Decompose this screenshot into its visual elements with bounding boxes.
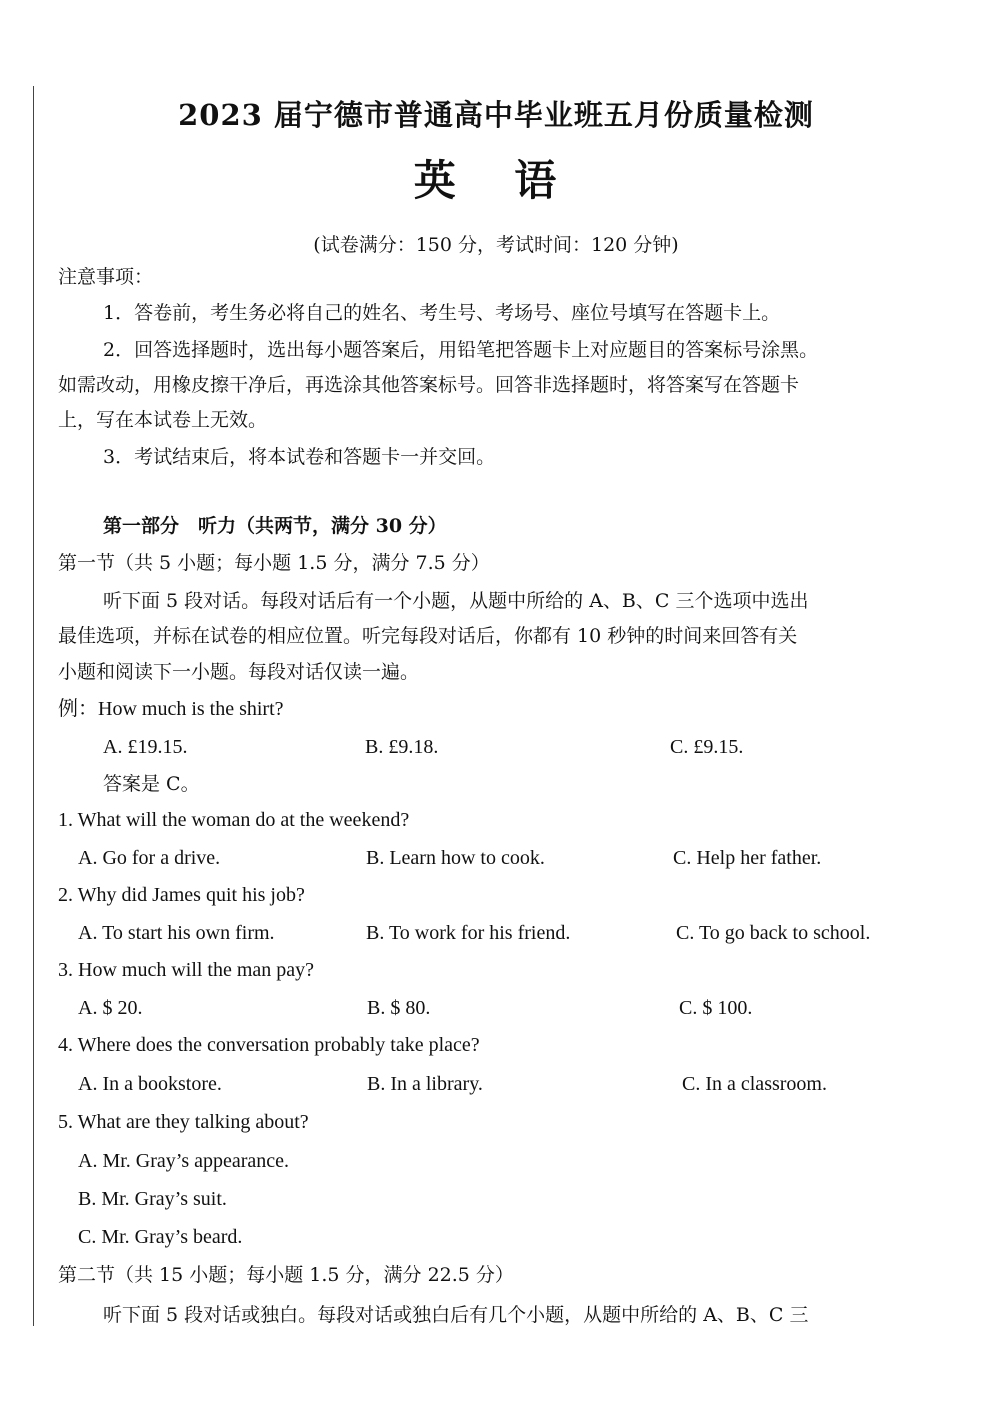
question-3-option-b: B. $ 80. — [367, 997, 431, 1019]
notice-item-2-line-1: 2．回答选择题时，选出每小题答案后，用铅笔把答题卡上对应题目的答案标号涂黑。 — [103, 339, 819, 361]
question-2-option-a: A. To start his own firm. — [78, 922, 275, 944]
notice-item-2-line-3: 上，写在本试卷上无效。 — [58, 409, 268, 431]
question-2: 2. Why did James quit his job? — [58, 884, 305, 906]
section2-heading: 第二节（共 15 小题；每小题 1.5 分，满分 22.5 分） — [58, 1264, 514, 1286]
question-3-option-c: C. $ 100. — [679, 997, 753, 1019]
question-5-option-b: B. Mr. Gray’s suit. — [78, 1188, 227, 1210]
subject-title: 英 语 — [413, 156, 579, 205]
example-question: 例：How much is the shirt? — [58, 698, 284, 720]
question-5-option-a: A. Mr. Gray’s appearance. — [78, 1150, 290, 1172]
notice-item-2-line-2: 如需改动，用橡皮擦干净后，再选涂其他答案标号。回答非选择题时，将答案写在答题卡 — [58, 374, 800, 396]
exam-title: 2023 届宁德市普通高中毕业班五月份质量检测 — [178, 98, 814, 132]
notice-item-3: 3．考试结束后，将本试卷和答题卡一并交回。 — [103, 446, 496, 468]
question-4-option-c: C. In a classroom. — [682, 1073, 827, 1095]
question-3: 3. How much will the man pay? — [58, 959, 315, 981]
section1-instructions-line-3: 小题和阅读下一小题。每段对话仅读一遍。 — [58, 661, 420, 683]
example-option-b: B. £9.18. — [365, 736, 439, 758]
question-1: 1. What will the woman do at the weekend? — [58, 809, 410, 831]
notice-heading: 注意事项： — [58, 266, 154, 288]
question-4-option-a: A. In a bookstore. — [78, 1073, 222, 1095]
question-4: 4. Where does the conversation probably take place? — [58, 1034, 480, 1056]
question-1-option-b: B. Learn how to cook. — [366, 847, 545, 869]
section1-instructions-line-2: 最佳选项，并标在试卷的相应位置。听完每段对话后，你都有 10 秒钟的时间来回答有关 — [58, 625, 798, 647]
question-1-option-c: C. Help her father. — [673, 847, 822, 869]
exam-info: (试卷满分：150 分，考试时间：120 分钟) — [313, 234, 679, 256]
section1-heading: 第一节（共 5 小题；每小题 1.5 分，满分 7.5 分） — [58, 552, 490, 574]
question-2-option-c: C. To go back to school. — [676, 922, 871, 944]
question-3-option-a: A. $ 20. — [78, 997, 143, 1019]
question-4-option-b: B. In a library. — [367, 1073, 483, 1095]
section2-instructions: 听下面 5 段对话或独白。每段对话或独白后有几个小题，从题中所给的 A、B、C 三 — [103, 1304, 809, 1326]
question-1-option-a: A. Go for a drive. — [78, 847, 221, 869]
question-2-option-b: B. To work for his friend. — [366, 922, 571, 944]
section1-instructions-line-1: 听下面 5 段对话。每段对话后有一个小题，从题中所给的 A、B、C 三个选项中选出 — [103, 590, 809, 612]
notice-item-1: 1．答卷前，考生务必将自己的姓名、考生号、考场号、座位号填写在答题卡上。 — [103, 302, 781, 324]
example-answer: 答案是 C。 — [103, 773, 200, 795]
example-option-a: A. £19.15. — [103, 736, 188, 758]
example-option-c: C. £9.15. — [670, 736, 744, 758]
question-5-option-c: C. Mr. Gray’s beard. — [78, 1226, 243, 1248]
part1-heading: 第一部分 听力（共两节，满分 30 分） — [103, 515, 447, 537]
binding-margin-line — [33, 86, 34, 1326]
question-5: 5. What are they talking about? — [58, 1111, 309, 1133]
